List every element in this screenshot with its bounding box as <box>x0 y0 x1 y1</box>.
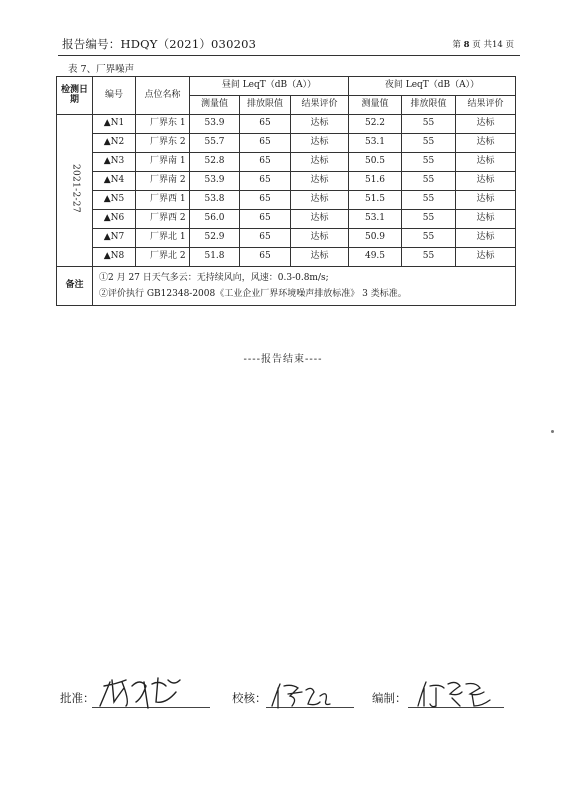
day-result: 达标 <box>291 172 349 191</box>
night-result: 达标 <box>456 115 516 134</box>
day-result: 达标 <box>291 210 349 229</box>
night-measure-header: 测量值 <box>349 96 402 115</box>
point-name: 厂界南 2 <box>136 172 190 191</box>
night-measure: 53.1 <box>349 134 402 153</box>
day-limit: 65 <box>240 115 291 134</box>
col-date-header: 检测日期 <box>57 77 93 115</box>
day-group-header: 昼间 LeqT（dB（A）） <box>190 77 349 96</box>
day-limit: 65 <box>240 248 291 267</box>
day-measure: 56.0 <box>190 210 240 229</box>
night-limit-header: 排放限值 <box>402 96 456 115</box>
day-measure: 53.9 <box>190 172 240 191</box>
night-result: 达标 <box>456 134 516 153</box>
report-number: 报告编号：HDQY（2021）030203 <box>62 37 257 51</box>
night-group-header: 夜间 LeqT（dB（A）） <box>349 77 516 96</box>
day-result: 达标 <box>291 229 349 248</box>
point-id: ▲N2 <box>93 134 136 153</box>
day-limit-header: 排放限值 <box>240 96 291 115</box>
night-measure: 50.5 <box>349 153 402 172</box>
night-result: 达标 <box>456 210 516 229</box>
point-id: ▲N6 <box>93 210 136 229</box>
table-row <box>57 134 516 153</box>
night-limit: 55 <box>402 191 456 210</box>
night-result: 达标 <box>456 248 516 267</box>
day-measure: 53.8 <box>190 191 240 210</box>
table-row <box>57 210 516 229</box>
night-limit: 55 <box>402 172 456 191</box>
night-result: 达标 <box>456 229 516 248</box>
day-measure: 55.7 <box>190 134 240 153</box>
night-measure: 51.6 <box>349 172 402 191</box>
day-result: 达标 <box>291 153 349 172</box>
night-measure: 53.1 <box>349 210 402 229</box>
day-measure: 52.9 <box>190 229 240 248</box>
approver-signature <box>96 672 186 712</box>
day-result-header: 结果评价 <box>291 96 349 115</box>
day-limit: 65 <box>240 134 291 153</box>
compiler-signature <box>414 676 494 710</box>
table-row <box>57 172 516 191</box>
table-caption: 表 7、厂界噪声 <box>68 64 135 75</box>
remark-line-2: ②评价执行 GB12348-2008《工业企业厂界环境噪声排放标准》 3 类标准。 <box>99 289 407 299</box>
day-limit: 65 <box>240 229 291 248</box>
remark-line-1: ①2 月 27 日天气多云：无持续风向，风速：0.3-0.8m/s; <box>99 273 329 283</box>
day-result: 达标 <box>291 134 349 153</box>
point-name: 厂界北 1 <box>136 229 190 248</box>
table-header-row <box>57 77 516 96</box>
point-name: 厂界西 2 <box>136 210 190 229</box>
point-name: 厂界西 1 <box>136 191 190 210</box>
point-id: ▲N7 <box>93 229 136 248</box>
point-name: 厂界南 1 <box>136 153 190 172</box>
night-limit: 55 <box>402 115 456 134</box>
night-measure: 52.2 <box>349 115 402 134</box>
remark-content <box>93 267 516 306</box>
night-measure: 51.5 <box>349 191 402 210</box>
day-measure: 52.8 <box>190 153 240 172</box>
day-result: 达标 <box>291 248 349 267</box>
col-id-header: 编号 <box>93 77 136 115</box>
day-result: 达标 <box>291 191 349 210</box>
page-number: 8 <box>463 40 470 50</box>
day-measure: 53.9 <box>190 115 240 134</box>
approve-label: 批准： <box>60 691 95 705</box>
remark-label: 备注 <box>57 267 93 306</box>
point-id: ▲N1 <box>93 115 136 134</box>
day-limit: 65 <box>240 172 291 191</box>
remark-row <box>57 267 516 306</box>
night-limit: 55 <box>402 229 456 248</box>
col-name-header: 点位名称 <box>136 77 190 115</box>
table-row <box>57 248 516 267</box>
table-row <box>57 115 516 134</box>
day-limit: 65 <box>240 153 291 172</box>
night-limit: 55 <box>402 248 456 267</box>
page-total: 14 <box>491 40 503 50</box>
night-result-header: 结果评价 <box>456 96 516 115</box>
night-result: 达标 <box>456 191 516 210</box>
date-cell <box>57 115 93 267</box>
table-row <box>57 229 516 248</box>
point-id: ▲N8 <box>93 248 136 267</box>
day-measure: 51.8 <box>190 248 240 267</box>
night-measure: 49.5 <box>349 248 402 267</box>
day-measure-header: 测量值 <box>190 96 240 115</box>
header-rule <box>58 55 520 56</box>
point-id: ▲N4 <box>93 172 136 191</box>
test-date: 2021-2-27 <box>70 164 81 213</box>
day-limit: 65 <box>240 191 291 210</box>
night-limit: 55 <box>402 153 456 172</box>
scan-mark <box>551 430 554 433</box>
noise-table <box>56 76 516 306</box>
point-id: ▲N3 <box>93 153 136 172</box>
night-result: 达标 <box>456 172 516 191</box>
night-limit: 55 <box>402 210 456 229</box>
point-id: ▲N5 <box>93 191 136 210</box>
point-name: 厂界北 2 <box>136 248 190 267</box>
day-limit: 65 <box>240 210 291 229</box>
night-limit: 55 <box>402 134 456 153</box>
page-indicator: 第 8 页 共14 页 <box>452 40 514 50</box>
point-name: 厂界东 1 <box>136 115 190 134</box>
day-result: 达标 <box>291 115 349 134</box>
table-row <box>57 191 516 210</box>
checker-signature <box>268 680 338 712</box>
compile-label: 编制： <box>372 691 407 705</box>
report-end: ----报告结束---- <box>243 354 323 365</box>
night-result: 达标 <box>456 153 516 172</box>
check-label: 校核： <box>232 691 267 705</box>
night-measure: 50.9 <box>349 229 402 248</box>
point-name: 厂界东 2 <box>136 134 190 153</box>
table-row <box>57 153 516 172</box>
